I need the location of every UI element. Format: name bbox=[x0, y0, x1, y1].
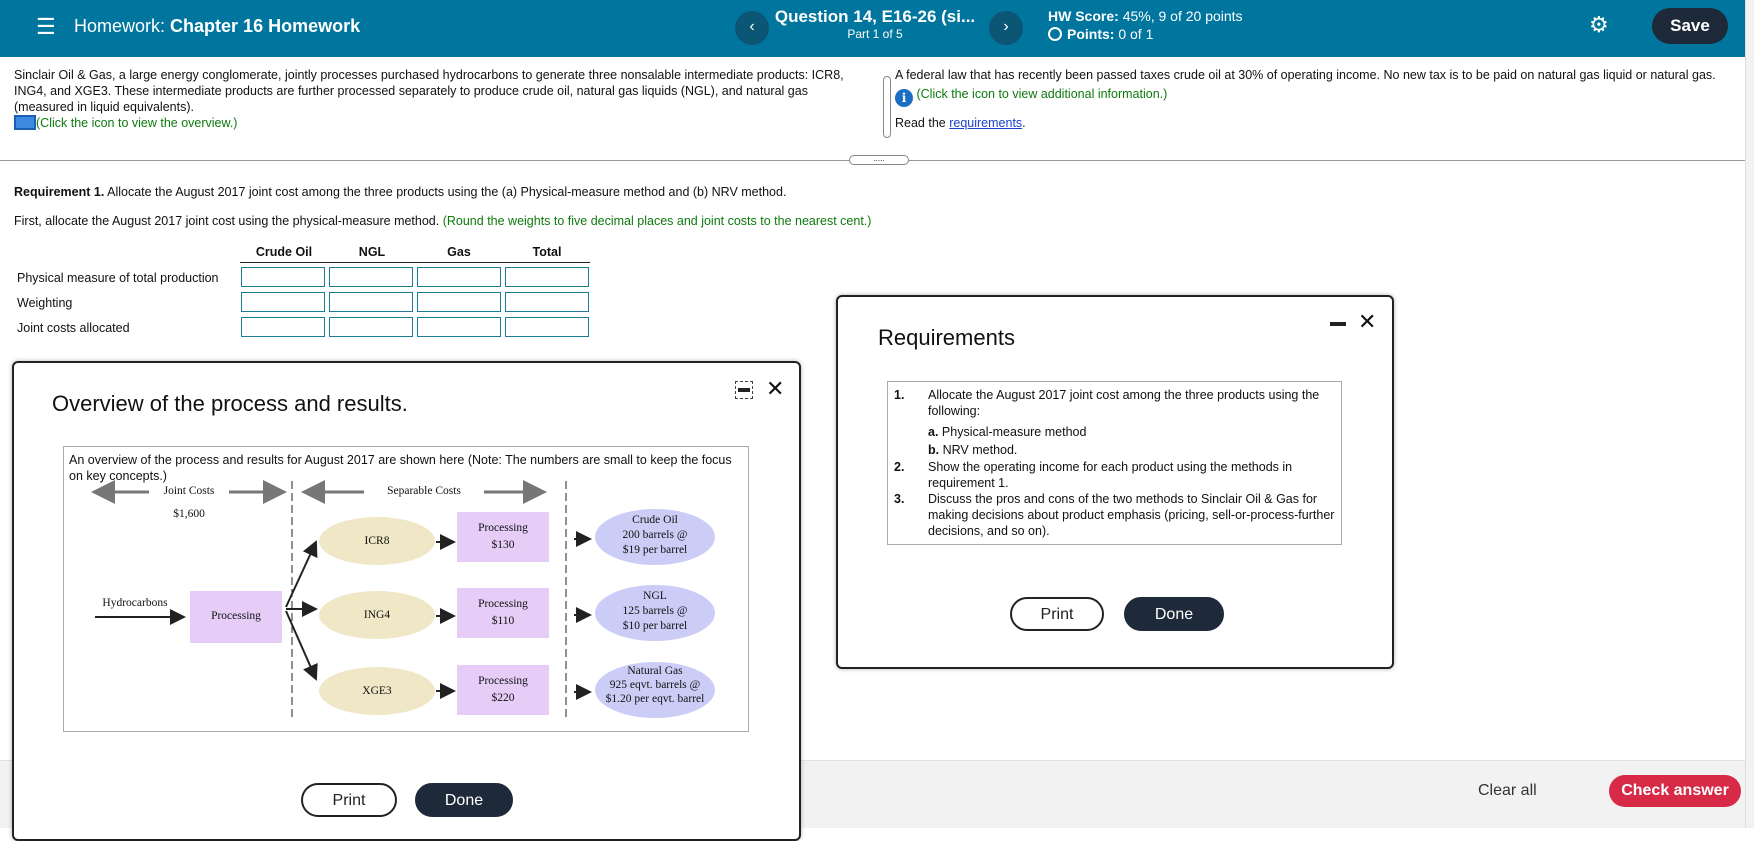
output-gas-price: $1.20 per eqvt. barrel bbox=[605, 693, 705, 705]
output-crude-oil bbox=[595, 509, 715, 565]
diagram-note: An overview of the process and results for August 2017 are shown here (Note: The numbers are small to keep the focus on key concepts.) bbox=[69, 453, 732, 483]
input-weighting-crude-oil[interactable] bbox=[241, 292, 325, 312]
table-header-rule bbox=[240, 262, 590, 263]
page-scrollbar[interactable] bbox=[1745, 0, 1754, 828]
requirement-item-1-text: Allocate the August 2017 joint cost among the three products using the following: bbox=[928, 388, 1320, 418]
input-weighting-ngl[interactable] bbox=[329, 292, 413, 312]
product-icr8 bbox=[319, 517, 435, 565]
check-answer-button[interactable]: Check answer bbox=[1609, 775, 1741, 807]
menu-icon[interactable]: ☰ bbox=[36, 14, 56, 39]
points-value: 0 of 1 bbox=[1118, 26, 1154, 42]
output-crude-oil-price: $19 per barrel bbox=[622, 544, 688, 556]
requirements-close-icon[interactable]: ✕ bbox=[1358, 309, 1377, 334]
sub-b-label: b. bbox=[928, 443, 940, 457]
sub-b-text: NRV method. bbox=[942, 443, 1018, 457]
processing-ing4-cost: $110 bbox=[491, 615, 515, 627]
hw-score-label: HW Score: bbox=[1048, 8, 1119, 24]
requirements-list bbox=[887, 381, 1342, 545]
homework-title bbox=[74, 16, 360, 37]
input-physical-gas[interactable] bbox=[417, 267, 501, 287]
additional-info-link[interactable]: (Click the icon to view additional information.) bbox=[916, 87, 1168, 101]
output-gas-name: Natural Gas bbox=[627, 665, 683, 677]
processing-box-icr8 bbox=[457, 512, 549, 562]
requirement-item-2-text: Show the operating income for each product using the methods in requirement 1. bbox=[928, 460, 1293, 490]
requirements-print-button[interactable]: Print bbox=[1010, 597, 1104, 631]
requirement-item-3-text: Discuss the pros and cons of the two methods to Sinclair Oil & Gas for making decisions about product emphasis (pricing, sell-or-process-further decisions, and so on). bbox=[928, 492, 1335, 538]
minimize-icon bbox=[738, 388, 750, 392]
top-bar bbox=[0, 0, 1745, 57]
input-joint-gas[interactable] bbox=[417, 317, 501, 337]
requirement-item-3-num: 3. bbox=[894, 492, 905, 506]
joint-costs-value: $1,600 bbox=[173, 508, 205, 520]
output-ngl-price: $10 per barrel bbox=[622, 620, 688, 632]
output-gas-qty: 925 eqvt. barrels @ bbox=[609, 679, 701, 691]
points bbox=[1048, 26, 1153, 42]
first-instruction bbox=[14, 214, 871, 228]
question-part: Part 1 of 5 bbox=[847, 27, 903, 41]
requirement-1-label: Requirement 1. bbox=[14, 185, 105, 199]
product-ing4 bbox=[319, 591, 435, 639]
input-joint-crude-oil[interactable] bbox=[241, 317, 325, 337]
input-physical-crude-oil[interactable] bbox=[241, 267, 325, 287]
question-title[interactable]: Question 14, E16-26 (si... bbox=[774, 7, 976, 26]
hw-score-value: 45%, 9 of 20 points bbox=[1122, 8, 1243, 24]
requirement-item-1-num: 1. bbox=[894, 388, 905, 402]
overview-done-button[interactable]: Done bbox=[415, 783, 513, 817]
requirement-item-2-num: 2. bbox=[894, 460, 905, 474]
rounding-hint: (Round the weights to five decimal places and joint costs to the nearest cent.) bbox=[442, 214, 872, 228]
requirement-item-1-sub-a bbox=[928, 424, 1228, 440]
row-label-joint-costs: Joint costs allocated bbox=[17, 321, 130, 335]
info-icon[interactable]: i bbox=[895, 89, 913, 107]
output-ngl-name: NGL bbox=[643, 590, 667, 602]
requirement-1 bbox=[14, 185, 786, 199]
sub-a-label: a. bbox=[928, 425, 939, 439]
col-header-total: Total bbox=[532, 245, 562, 259]
first-instruction-text: First, allocate the August 2017 joint cost using the physical-measure method. bbox=[14, 214, 440, 228]
homework-title-name: Chapter 16 Homework bbox=[170, 16, 361, 36]
input-physical-total[interactable] bbox=[505, 267, 589, 287]
tax-law-text: A federal law that has recently been passed taxes crude oil at 30% of operating income. No new tax is to be paid on natural gas liquid or natural gas. bbox=[895, 68, 1716, 82]
next-question-button[interactable]: › bbox=[989, 11, 1023, 45]
save-button[interactable]: Save bbox=[1652, 8, 1728, 44]
processing-box-ing4 bbox=[457, 588, 549, 638]
separable-costs-label: Separable Costs bbox=[364, 484, 484, 499]
vertical-splitter-handle[interactable] bbox=[883, 76, 891, 138]
joint-processing-label: Processing bbox=[211, 610, 261, 622]
requirements-minimize-icon[interactable] bbox=[1330, 322, 1346, 326]
overview-minimize-button[interactable] bbox=[735, 381, 753, 399]
joint-processing-box bbox=[190, 591, 282, 643]
hw-score bbox=[1048, 8, 1243, 24]
settings-gear-icon[interactable]: ⚙ bbox=[1589, 12, 1609, 37]
overview-image-icon[interactable] bbox=[14, 115, 36, 130]
joint-costs-label: Joint Costs bbox=[149, 484, 229, 499]
product-icr8-label: ICR8 bbox=[364, 535, 390, 547]
output-crude-oil-name: Crude Oil bbox=[632, 514, 678, 526]
output-ngl-qty: 125 barrels @ bbox=[622, 605, 688, 617]
process-diagram bbox=[63, 446, 749, 732]
overview-link[interactable]: (Click the icon to view the overview.) bbox=[36, 116, 238, 130]
read-suffix: . bbox=[1022, 116, 1026, 130]
overview-print-button[interactable]: Print bbox=[301, 783, 397, 817]
processing-icr8-cost: $130 bbox=[491, 539, 515, 551]
output-ngl bbox=[595, 585, 715, 641]
requirements-link[interactable]: requirements bbox=[949, 116, 1023, 130]
product-xge3-label: XGE3 bbox=[362, 685, 392, 697]
col-header-ngl: NGL bbox=[358, 245, 386, 259]
requirements-modal-title: Requirements bbox=[878, 325, 1015, 350]
problem-info bbox=[895, 67, 1735, 131]
processing-icr8-label: Processing bbox=[478, 522, 528, 534]
horizontal-splitter-handle[interactable]: ..... bbox=[849, 155, 909, 165]
input-weighting-gas[interactable] bbox=[417, 292, 501, 312]
overview-modal-title: Overview of the process and results. bbox=[52, 391, 408, 416]
col-header-crude-oil: Crude Oil bbox=[255, 245, 313, 259]
output-natural-gas bbox=[595, 662, 715, 718]
product-xge3 bbox=[319, 667, 435, 715]
overview-close-icon[interactable]: ✕ bbox=[766, 376, 785, 401]
points-label: Points: bbox=[1067, 26, 1115, 42]
intro-text: Sinclair Oil & Gas, a large energy conglomerate, jointly processes purchased hydrocarbons to generate three nonsalable intermediate products: ICR8, ING4, and XGE3. These intermediate products are further processed separately to produce crude oil, natural gas liquids (NGL), and natural gas (measured in liquid equivalents). bbox=[14, 68, 844, 114]
row-label-weighting: Weighting bbox=[17, 296, 73, 310]
col-header-gas: Gas bbox=[447, 245, 471, 259]
input-physical-ngl[interactable] bbox=[329, 267, 413, 287]
product-ing4-label: ING4 bbox=[363, 609, 391, 621]
previous-question-button[interactable]: ‹ bbox=[735, 11, 769, 45]
input-weighting-total[interactable] bbox=[505, 292, 589, 312]
problem-intro bbox=[14, 67, 866, 131]
requirement-item-1-sub-b bbox=[928, 442, 1228, 458]
processing-box-xge3 bbox=[457, 665, 549, 715]
row-label-physical-measure: Physical measure of total production bbox=[17, 271, 219, 285]
processing-ing4-label: Processing bbox=[478, 598, 528, 610]
read-prefix: Read the bbox=[895, 116, 946, 130]
input-joint-total[interactable] bbox=[505, 317, 589, 337]
hydrocarbons-label: Hydrocarbons bbox=[102, 597, 168, 609]
clear-all-button[interactable]: Clear all bbox=[1478, 782, 1537, 799]
homework-title-prefix: Homework: bbox=[74, 16, 166, 36]
requirement-1-text: Allocate the August 2017 joint cost among the three products using the (a) Physical-measure method and (b) NRV method. bbox=[107, 185, 787, 199]
output-crude-oil-qty: 200 barrels @ bbox=[622, 529, 688, 541]
requirements-done-button[interactable]: Done bbox=[1124, 597, 1224, 631]
points-circle-icon bbox=[1048, 27, 1062, 41]
sub-a-text: Physical-measure method bbox=[941, 425, 1087, 439]
processing-xge3-cost: $220 bbox=[491, 692, 515, 704]
input-joint-ngl[interactable] bbox=[329, 317, 413, 337]
processing-xge3-label: Processing bbox=[478, 675, 528, 687]
